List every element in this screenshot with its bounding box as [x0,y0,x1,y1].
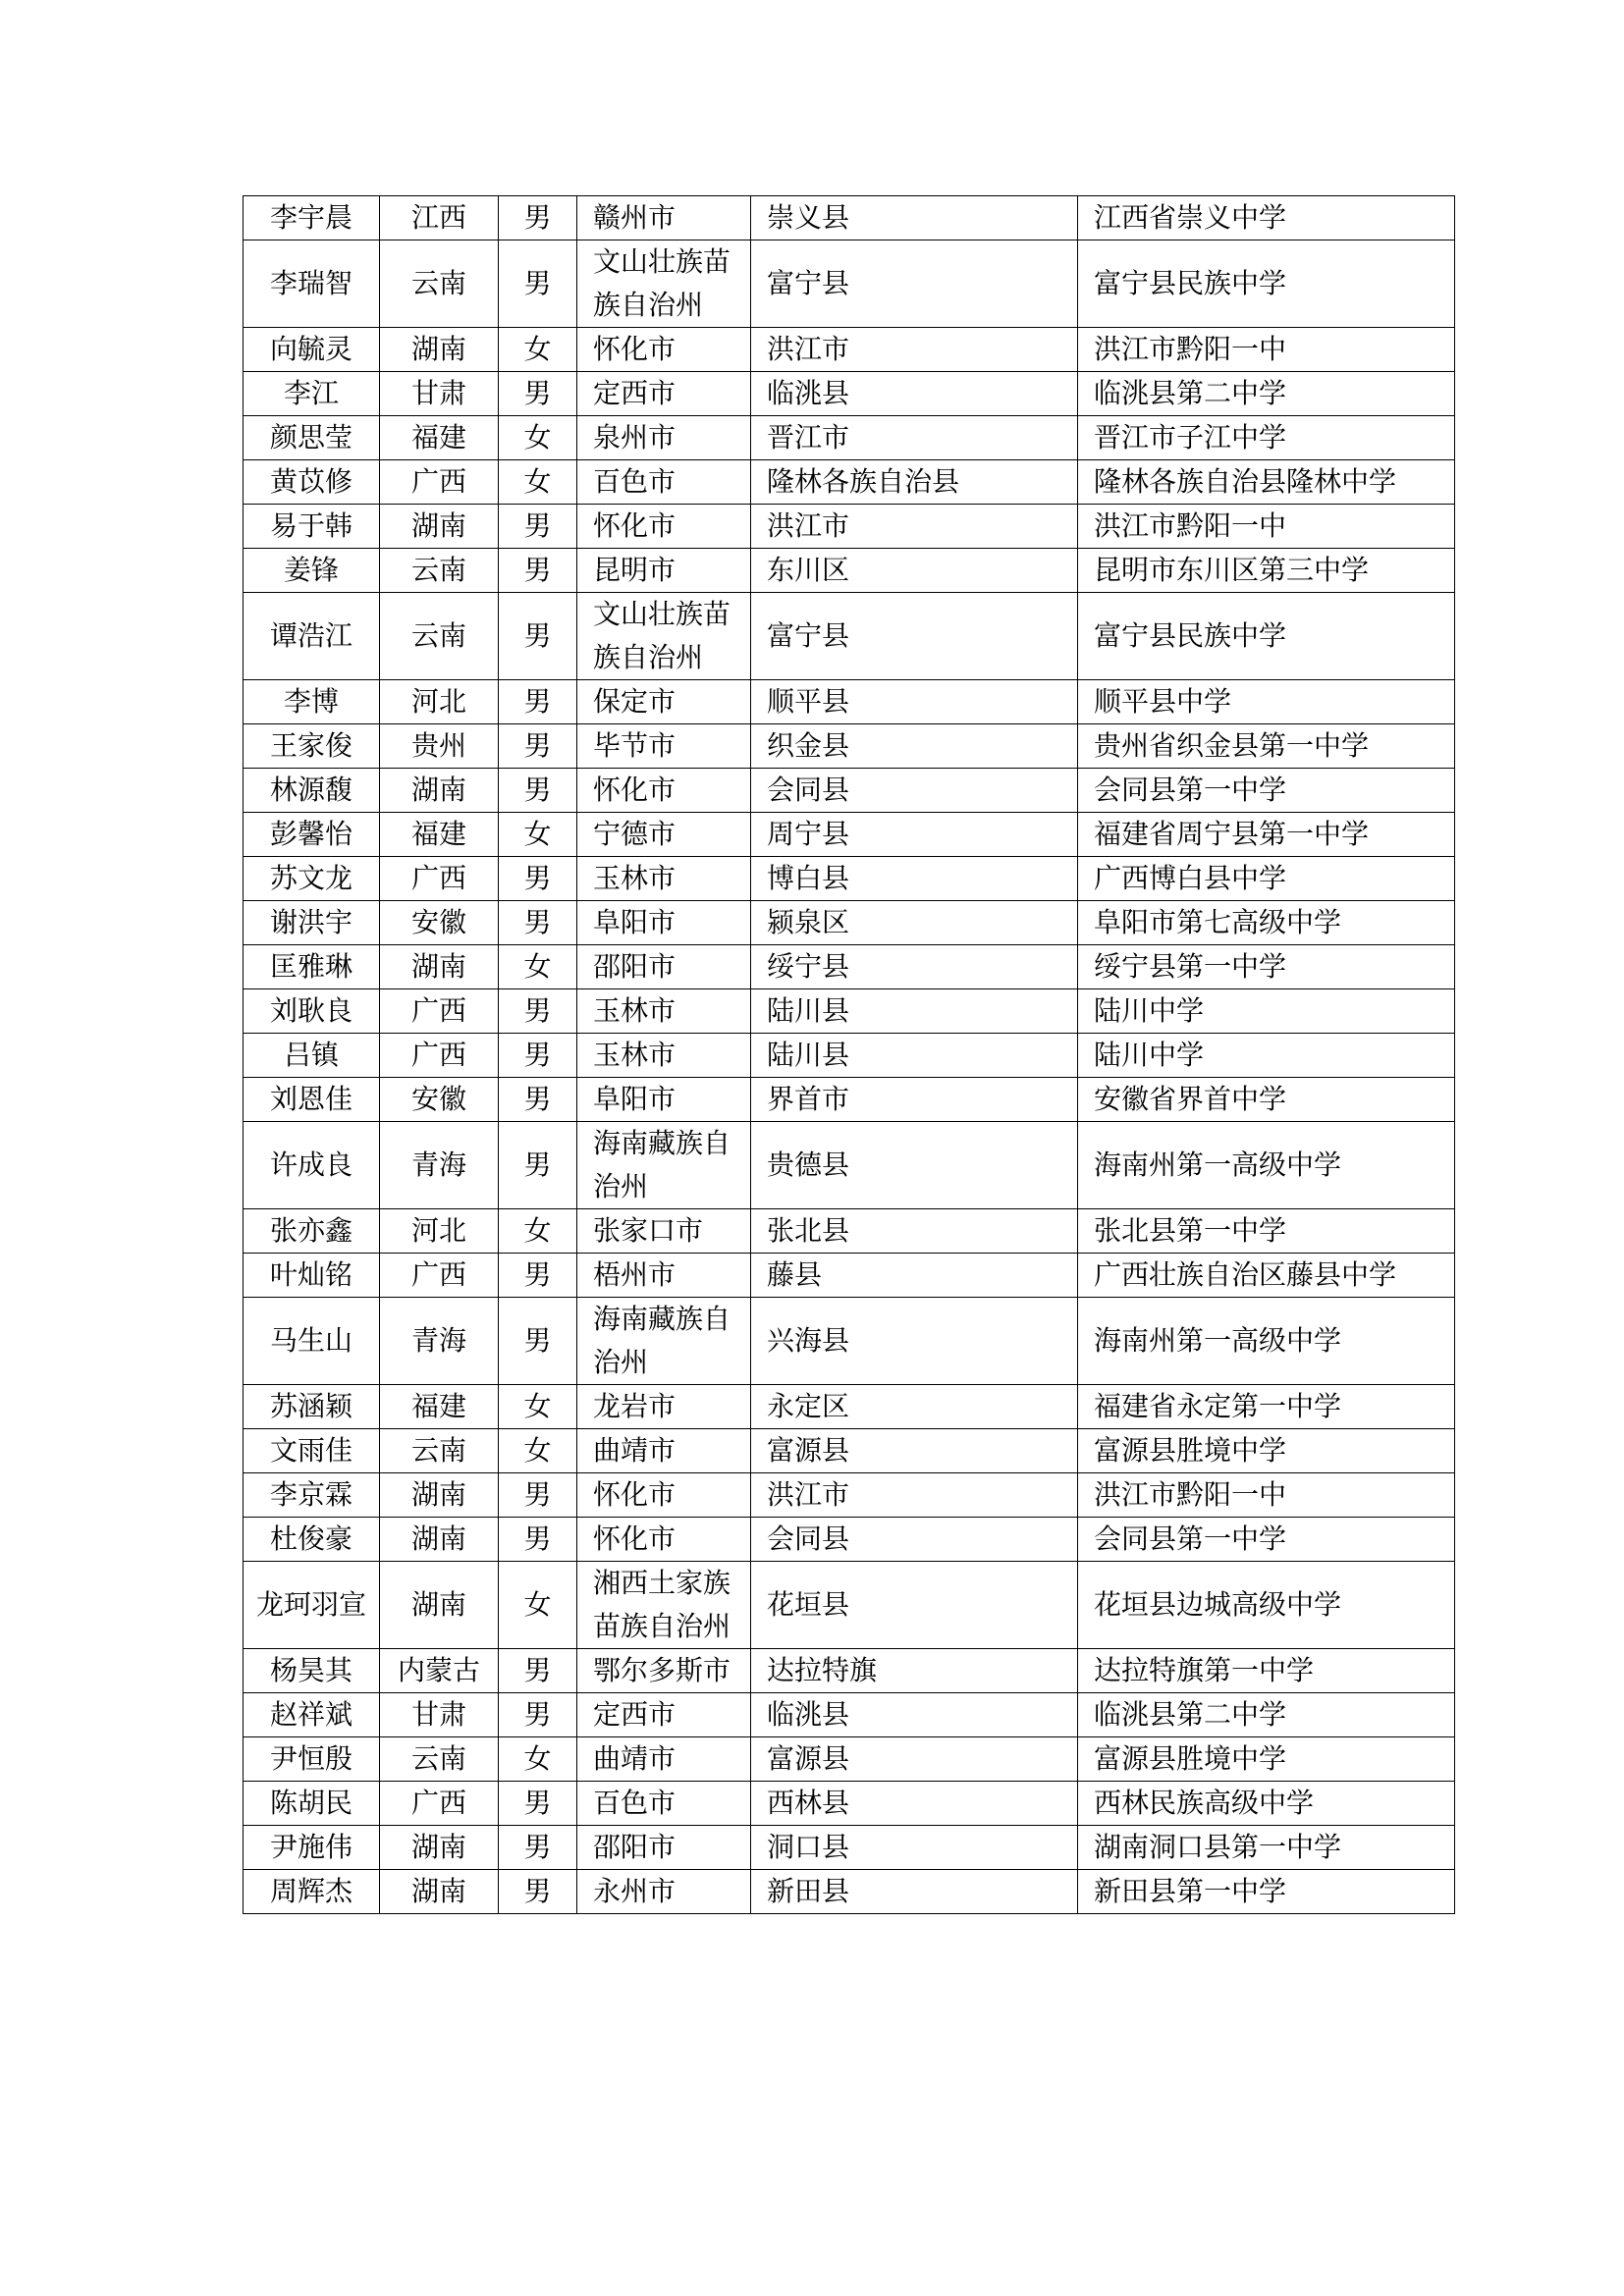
gender-cell: 男 [499,1782,577,1826]
county-cell: 隆林各族自治县 [751,460,1078,505]
name-cell: 叶灿铭 [244,1254,380,1298]
school-cell: 隆林各族自治县隆林中学 [1078,460,1455,505]
table-row [244,1254,1455,1298]
name-cell: 向毓灵 [244,328,380,372]
gender-cell: 男 [499,1122,577,1209]
province-cell: 贵州 [380,724,499,769]
city-cell: 邵阳市 [577,945,751,989]
school-cell: 福建省永定第一中学 [1078,1385,1455,1429]
name-cell: 许成良 [244,1122,380,1209]
county-cell: 富宁县 [751,240,1078,328]
name-cell: 吕镇 [244,1034,380,1078]
county-cell: 临洮县 [751,372,1078,416]
province-cell: 福建 [380,416,499,460]
table-row [244,1826,1455,1870]
table-row [244,593,1455,680]
city-cell: 怀化市 [577,769,751,813]
table-row [244,1122,1455,1209]
province-cell: 广西 [380,1034,499,1078]
city-cell: 怀化市 [577,505,751,549]
province-cell: 云南 [380,549,499,593]
province-cell: 河北 [380,1209,499,1254]
gender-cell: 男 [499,1254,577,1298]
gender-cell: 女 [499,328,577,372]
gender-cell: 女 [499,1737,577,1782]
city-cell: 文山壮族苗族自治州 [577,593,751,680]
province-cell: 湖南 [380,769,499,813]
table-row [244,416,1455,460]
table-row [244,945,1455,989]
school-cell: 福建省周宁县第一中学 [1078,813,1455,857]
county-cell: 富宁县 [751,593,1078,680]
province-cell: 广西 [380,857,499,901]
city-cell: 百色市 [577,460,751,505]
gender-cell: 男 [499,680,577,724]
school-cell: 临洮县第二中学 [1078,1693,1455,1737]
county-cell: 兴海县 [751,1298,1078,1385]
gender-cell: 男 [499,1298,577,1385]
gender-cell: 女 [499,1385,577,1429]
province-cell: 湖南 [380,328,499,372]
name-cell: 匡雅琳 [244,945,380,989]
city-cell: 张家口市 [577,1209,751,1254]
table-row [244,857,1455,901]
gender-cell: 男 [499,505,577,549]
school-cell: 湖南洞口县第一中学 [1078,1826,1455,1870]
province-cell: 安徽 [380,1078,499,1122]
city-cell: 永州市 [577,1870,751,1914]
county-cell: 富源县 [751,1737,1078,1782]
county-cell: 洪江市 [751,505,1078,549]
province-cell: 湖南 [380,1826,499,1870]
table-row [244,1078,1455,1122]
gender-cell: 男 [499,549,577,593]
school-cell: 西林民族高级中学 [1078,1782,1455,1826]
name-cell: 易于韩 [244,505,380,549]
school-cell: 张北县第一中学 [1078,1209,1455,1254]
gender-cell: 男 [499,593,577,680]
table-row [244,724,1455,769]
province-cell: 甘肃 [380,372,499,416]
table-row [244,1649,1455,1693]
county-cell: 永定区 [751,1385,1078,1429]
school-cell: 富宁县民族中学 [1078,240,1455,328]
county-cell: 陆川县 [751,1034,1078,1078]
city-cell: 海南藏族自治州 [577,1298,751,1385]
table-row [244,1562,1455,1649]
province-cell: 福建 [380,1385,499,1429]
student-table [243,195,1455,1914]
city-cell: 海南藏族自治州 [577,1122,751,1209]
county-cell: 花垣县 [751,1562,1078,1649]
name-cell: 赵祥斌 [244,1693,380,1737]
name-cell: 刘恩佳 [244,1078,380,1122]
province-cell: 广西 [380,989,499,1034]
name-cell: 李京霖 [244,1473,380,1518]
province-cell: 青海 [380,1122,499,1209]
province-cell: 湖南 [380,1473,499,1518]
school-cell: 会同县第一中学 [1078,769,1455,813]
county-cell: 会同县 [751,1518,1078,1562]
city-cell: 怀化市 [577,328,751,372]
school-cell: 陆川中学 [1078,1034,1455,1078]
city-cell: 定西市 [577,1693,751,1737]
table-row [244,1737,1455,1782]
table-row [244,1473,1455,1518]
school-cell: 昆明市东川区第三中学 [1078,549,1455,593]
province-cell: 江西 [380,196,499,240]
city-cell: 保定市 [577,680,751,724]
gender-cell: 男 [499,857,577,901]
city-cell: 曲靖市 [577,1737,751,1782]
county-cell: 崇义县 [751,196,1078,240]
city-cell: 湘西土家族苗族自治州 [577,1562,751,1649]
city-cell: 龙岩市 [577,1385,751,1429]
county-cell: 颍泉区 [751,901,1078,945]
name-cell: 杜俊豪 [244,1518,380,1562]
city-cell: 阜阳市 [577,1078,751,1122]
city-cell: 怀化市 [577,1518,751,1562]
county-cell: 洞口县 [751,1826,1078,1870]
province-cell: 湖南 [380,1518,499,1562]
name-cell: 颜思莹 [244,416,380,460]
name-cell: 黄苡修 [244,460,380,505]
county-cell: 洪江市 [751,328,1078,372]
name-cell: 李江 [244,372,380,416]
gender-cell: 男 [499,372,577,416]
name-cell: 刘耿良 [244,989,380,1034]
table-row [244,680,1455,724]
table-row [244,1209,1455,1254]
school-cell: 广西博白县中学 [1078,857,1455,901]
gender-cell: 男 [499,1034,577,1078]
province-cell: 湖南 [380,945,499,989]
table-row [244,1782,1455,1826]
name-cell: 杨昊其 [244,1649,380,1693]
gender-cell: 男 [499,1870,577,1914]
gender-cell: 男 [499,724,577,769]
table-row [244,549,1455,593]
school-cell: 海南州第一高级中学 [1078,1298,1455,1385]
table-row [244,769,1455,813]
school-cell: 洪江市黔阳一中 [1078,1473,1455,1518]
county-cell: 达拉特旗 [751,1649,1078,1693]
province-cell: 云南 [380,1737,499,1782]
city-cell: 阜阳市 [577,901,751,945]
county-cell: 藤县 [751,1254,1078,1298]
name-cell: 彭馨怡 [244,813,380,857]
gender-cell: 女 [499,1209,577,1254]
school-cell: 花垣县边城高级中学 [1078,1562,1455,1649]
gender-cell: 女 [499,1429,577,1473]
school-cell: 陆川中学 [1078,989,1455,1034]
city-cell: 文山壮族苗族自治州 [577,240,751,328]
table-row [244,989,1455,1034]
gender-cell: 男 [499,1826,577,1870]
city-cell: 邵阳市 [577,1826,751,1870]
school-cell: 富宁县民族中学 [1078,593,1455,680]
table-row [244,1385,1455,1429]
name-cell: 苏文龙 [244,857,380,901]
gender-cell: 男 [499,1078,577,1122]
table-row [244,1693,1455,1737]
city-cell: 玉林市 [577,1034,751,1078]
gender-cell: 男 [499,196,577,240]
school-cell: 安徽省界首中学 [1078,1078,1455,1122]
table-row [244,813,1455,857]
city-cell: 泉州市 [577,416,751,460]
county-cell: 洪江市 [751,1473,1078,1518]
city-cell: 玉林市 [577,989,751,1034]
province-cell: 广西 [380,1254,499,1298]
name-cell: 周辉杰 [244,1870,380,1914]
school-cell: 临洮县第二中学 [1078,372,1455,416]
province-cell: 福建 [380,813,499,857]
school-cell: 贵州省织金县第一中学 [1078,724,1455,769]
school-cell: 新田县第一中学 [1078,1870,1455,1914]
gender-cell: 女 [499,945,577,989]
gender-cell: 男 [499,989,577,1034]
city-cell: 百色市 [577,1782,751,1826]
county-cell: 富源县 [751,1429,1078,1473]
county-cell: 织金县 [751,724,1078,769]
name-cell: 马生山 [244,1298,380,1385]
gender-cell: 女 [499,1562,577,1649]
table-row [244,1298,1455,1385]
name-cell: 尹施伟 [244,1826,380,1870]
table-row [244,196,1455,240]
table-row [244,1429,1455,1473]
school-cell: 达拉特旗第一中学 [1078,1649,1455,1693]
name-cell: 王家俊 [244,724,380,769]
school-cell: 海南州第一高级中学 [1078,1122,1455,1209]
school-cell: 晋江市子江中学 [1078,416,1455,460]
county-cell: 张北县 [751,1209,1078,1254]
gender-cell: 女 [499,416,577,460]
gender-cell: 男 [499,240,577,328]
county-cell: 新田县 [751,1870,1078,1914]
name-cell: 谢洪宇 [244,901,380,945]
province-cell: 内蒙古 [380,1649,499,1693]
school-cell: 江西省崇义中学 [1078,196,1455,240]
gender-cell: 男 [499,901,577,945]
province-cell: 安徽 [380,901,499,945]
table-row [244,460,1455,505]
county-cell: 会同县 [751,769,1078,813]
gender-cell: 男 [499,1649,577,1693]
city-cell: 宁德市 [577,813,751,857]
gender-cell: 男 [499,769,577,813]
province-cell: 河北 [380,680,499,724]
name-cell: 姜锋 [244,549,380,593]
school-cell: 会同县第一中学 [1078,1518,1455,1562]
city-cell: 梧州市 [577,1254,751,1298]
school-cell: 阜阳市第七高级中学 [1078,901,1455,945]
county-cell: 周宁县 [751,813,1078,857]
city-cell: 赣州市 [577,196,751,240]
county-cell: 陆川县 [751,989,1078,1034]
table-row [244,240,1455,328]
table-row [244,328,1455,372]
province-cell: 广西 [380,1782,499,1826]
gender-cell: 男 [499,1518,577,1562]
school-cell: 洪江市黔阳一中 [1078,505,1455,549]
province-cell: 云南 [380,593,499,680]
province-cell: 湖南 [380,1870,499,1914]
city-cell: 鄂尔多斯市 [577,1649,751,1693]
school-cell: 洪江市黔阳一中 [1078,328,1455,372]
city-cell: 定西市 [577,372,751,416]
name-cell: 龙珂羽宣 [244,1562,380,1649]
province-cell: 云南 [380,240,499,328]
county-cell: 博白县 [751,857,1078,901]
table-row [244,1870,1455,1914]
county-cell: 晋江市 [751,416,1078,460]
name-cell: 苏涵颖 [244,1385,380,1429]
name-cell: 李宇晨 [244,196,380,240]
table-row [244,372,1455,416]
province-cell: 广西 [380,460,499,505]
province-cell: 湖南 [380,505,499,549]
table-row [244,1034,1455,1078]
table-row [244,901,1455,945]
name-cell: 张亦鑫 [244,1209,380,1254]
province-cell: 甘肃 [380,1693,499,1737]
gender-cell: 男 [499,1693,577,1737]
county-cell: 临洮县 [751,1693,1078,1737]
table-row [244,505,1455,549]
name-cell: 陈胡民 [244,1782,380,1826]
province-cell: 云南 [380,1429,499,1473]
county-cell: 绥宁县 [751,945,1078,989]
name-cell: 李博 [244,680,380,724]
name-cell: 李瑞智 [244,240,380,328]
city-cell: 玉林市 [577,857,751,901]
province-cell: 湖南 [380,1562,499,1649]
city-cell: 毕节市 [577,724,751,769]
county-cell: 界首市 [751,1078,1078,1122]
table-body [244,196,1455,1914]
province-cell: 青海 [380,1298,499,1385]
county-cell: 西林县 [751,1782,1078,1826]
gender-cell: 女 [499,460,577,505]
name-cell: 林源馥 [244,769,380,813]
school-cell: 绥宁县第一中学 [1078,945,1455,989]
county-cell: 贵德县 [751,1122,1078,1209]
gender-cell: 女 [499,813,577,857]
name-cell: 尹恒殷 [244,1737,380,1782]
city-cell: 曲靖市 [577,1429,751,1473]
school-cell: 富源县胜境中学 [1078,1429,1455,1473]
school-cell: 富源县胜境中学 [1078,1737,1455,1782]
school-cell: 广西壮族自治区藤县中学 [1078,1254,1455,1298]
table-row [244,1518,1455,1562]
county-cell: 顺平县 [751,680,1078,724]
name-cell: 文雨佳 [244,1429,380,1473]
school-cell: 顺平县中学 [1078,680,1455,724]
gender-cell: 男 [499,1473,577,1518]
name-cell: 谭浩江 [244,593,380,680]
city-cell: 怀化市 [577,1473,751,1518]
county-cell: 东川区 [751,549,1078,593]
city-cell: 昆明市 [577,549,751,593]
